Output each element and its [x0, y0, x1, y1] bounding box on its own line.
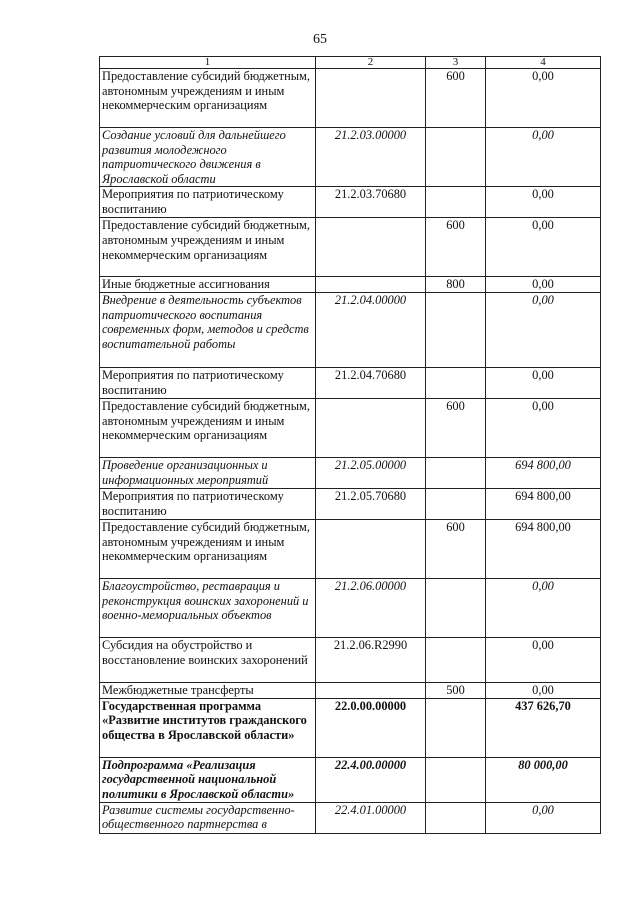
row-sum-cell: 0,00 — [486, 187, 601, 218]
row-name-cell: Подпрограмма «Реализация государственной национальной политики в Ярославской области» — [100, 757, 316, 802]
row-type-cell — [426, 292, 486, 367]
row-type-cell: 600 — [426, 69, 486, 128]
row-name-cell: Создание условий для дальнейшего развития молодежного патриотического движения в Ярославской области — [100, 128, 316, 187]
row-sum-cell: 0,00 — [486, 292, 601, 367]
header-col-4: 4 — [486, 57, 601, 69]
row-name-cell: Мероприятия по патриотическому воспитанию — [100, 187, 316, 218]
row-type-cell: 800 — [426, 277, 486, 293]
row-name-cell: Развитие системы государственно-общественного партнерства в — [100, 802, 316, 833]
row-type-cell: 600 — [426, 218, 486, 277]
row-name-cell: Мероприятия по патриотическому воспитанию — [100, 488, 316, 519]
row-name-cell: Предоставление субсидий бюджетным, автономным учреждениям и иным некоммерческим организациям — [100, 519, 316, 578]
table-row — [100, 457, 601, 488]
header-col-3: 3 — [426, 57, 486, 69]
table-row — [100, 128, 601, 187]
row-sum-cell: 0,00 — [486, 398, 601, 457]
row-type-cell — [426, 637, 486, 682]
row-type-cell: 500 — [426, 682, 486, 698]
row-code-cell — [316, 218, 426, 277]
row-code-cell: 21.2.04.00000 — [316, 292, 426, 367]
row-sum-cell: 0,00 — [486, 637, 601, 682]
row-name-cell: Проведение организационных и информационных мероприятий — [100, 457, 316, 488]
row-sum-cell: 0,00 — [486, 682, 601, 698]
row-sum-cell: 0,00 — [486, 69, 601, 128]
row-type-cell — [426, 802, 486, 833]
table-row — [100, 292, 601, 367]
row-sum-cell: 694 800,00 — [486, 488, 601, 519]
header-col-1: 1 — [100, 57, 316, 69]
row-type-cell — [426, 457, 486, 488]
row-code-cell: 21.2.05.00000 — [316, 457, 426, 488]
table-row — [100, 802, 601, 833]
row-code-cell: 22.0.00.00000 — [316, 698, 426, 757]
table-row — [100, 277, 601, 293]
row-name-cell: Мероприятия по патриотическому воспитанию — [100, 367, 316, 398]
row-sum-cell: 0,00 — [486, 578, 601, 637]
row-sum-cell: 0,00 — [486, 802, 601, 833]
row-code-cell: 21.2.06.00000 — [316, 578, 426, 637]
row-sum-cell: 80 000,00 — [486, 757, 601, 802]
table-header-row — [100, 57, 601, 69]
table-row — [100, 519, 601, 578]
row-type-cell — [426, 757, 486, 802]
row-type-cell — [426, 128, 486, 187]
row-code-cell: 22.4.00.00000 — [316, 757, 426, 802]
row-name-cell: Благоустройство, реставрация и реконструкция воинских захоронений и военно-мемориальных объектов — [100, 578, 316, 637]
row-code-cell — [316, 398, 426, 457]
table-row — [100, 398, 601, 457]
row-name-cell: Внедрение в деятельность субъектов патриотического воспитания современных форм, методов и средств воспитательной работы — [100, 292, 316, 367]
row-sum-cell: 0,00 — [486, 218, 601, 277]
row-sum-cell: 694 800,00 — [486, 457, 601, 488]
row-name-cell: Межбюджетные трансферты — [100, 682, 316, 698]
row-type-cell — [426, 488, 486, 519]
row-code-cell — [316, 277, 426, 293]
table-row — [100, 698, 601, 757]
row-code-cell — [316, 519, 426, 578]
row-code-cell: 22.4.01.00000 — [316, 802, 426, 833]
row-code-cell: 21.2.06.R2990 — [316, 637, 426, 682]
row-type-cell: 600 — [426, 519, 486, 578]
page-number: 65 — [313, 32, 327, 47]
row-code-cell: 21.2.03.70680 — [316, 187, 426, 218]
row-type-cell: 600 — [426, 398, 486, 457]
row-type-cell — [426, 578, 486, 637]
row-code-cell: 21.2.04.70680 — [316, 367, 426, 398]
table-row — [100, 187, 601, 218]
row-name-cell: Предоставление субсидий бюджетным, автономным учреждениям и иным некоммерческим организациям — [100, 218, 316, 277]
row-type-cell — [426, 698, 486, 757]
row-code-cell: 21.2.05.70680 — [316, 488, 426, 519]
row-code-cell: 21.2.03.00000 — [316, 128, 426, 187]
row-name-cell: Государственная программа «Развитие институтов гражданского общества в Ярославской области» — [100, 698, 316, 757]
row-name-cell: Субсидия на обустройство и восстановление воинских захоронений — [100, 637, 316, 682]
row-sum-cell: 0,00 — [486, 277, 601, 293]
row-sum-cell: 0,00 — [486, 367, 601, 398]
table-row — [100, 69, 601, 128]
row-sum-cell: 437 626,70 — [486, 698, 601, 757]
row-code-cell — [316, 69, 426, 128]
table-row — [100, 637, 601, 682]
row-name-cell: Предоставление субсидий бюджетным, автономным учреждениям и иным некоммерческим организациям — [100, 398, 316, 457]
row-code-cell — [316, 682, 426, 698]
row-name-cell: Предоставление субсидий бюджетным, автономным учреждениям и иным некоммерческим организациям — [100, 69, 316, 128]
table-row — [100, 682, 601, 698]
table-row — [100, 218, 601, 277]
row-type-cell — [426, 367, 486, 398]
table-row — [100, 488, 601, 519]
budget-table — [99, 56, 601, 834]
table-row — [100, 367, 601, 398]
table-row — [100, 757, 601, 802]
row-sum-cell: 0,00 — [486, 128, 601, 187]
row-name-cell: Иные бюджетные ассигнования — [100, 277, 316, 293]
header-col-2: 2 — [316, 57, 426, 69]
row-sum-cell: 694 800,00 — [486, 519, 601, 578]
table-row — [100, 578, 601, 637]
row-type-cell — [426, 187, 486, 218]
